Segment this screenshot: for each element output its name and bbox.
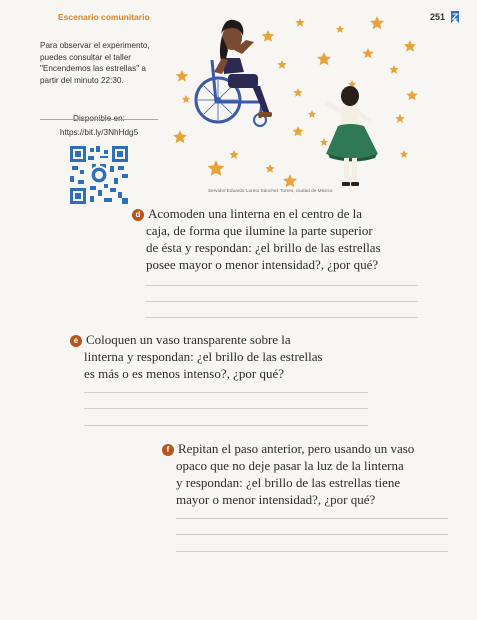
answer-line[interactable] bbox=[176, 534, 448, 535]
star-field bbox=[173, 16, 418, 187]
question-line: y respondan: ¿el brillo de las estrellas tiene bbox=[176, 475, 401, 490]
question-line: caja, de forma que ilumine la parte superior bbox=[146, 223, 373, 238]
answer-line[interactable] bbox=[146, 285, 418, 286]
question-e bbox=[70, 331, 360, 382]
question-marker: f bbox=[162, 444, 174, 456]
question-line: linterna y respondan: ¿el brillo de las estrellas bbox=[84, 349, 323, 364]
section-title: Escenario comunitario bbox=[58, 12, 150, 22]
answer-line[interactable] bbox=[84, 425, 368, 426]
dancing-girl-figure bbox=[324, 86, 378, 186]
question-line bbox=[70, 331, 360, 348]
question-line bbox=[132, 205, 422, 222]
question-f bbox=[162, 440, 462, 508]
answer-line[interactable] bbox=[84, 392, 368, 393]
answer-line[interactable] bbox=[176, 518, 448, 519]
note-line: partir del minuto 22:30. bbox=[40, 75, 124, 85]
illustration bbox=[172, 10, 427, 200]
page-number: 251 bbox=[430, 12, 446, 22]
question-line: de ésta y respondan: ¿el brillo de las estrellas bbox=[146, 240, 381, 255]
note-line: Para observar el experimento, bbox=[40, 41, 150, 50]
availability-block bbox=[40, 113, 158, 138]
question-text: Repitan el paso anterior, pero usando un vaso bbox=[178, 441, 415, 456]
workshop-link[interactable]: https://bit.ly/3NhHdg5 bbox=[59, 128, 139, 137]
question-marker: d bbox=[132, 209, 144, 221]
answer-line[interactable] bbox=[146, 317, 418, 318]
note-line: puedes consultar el taller bbox=[40, 52, 132, 62]
workshop-note bbox=[40, 40, 170, 86]
question-line: posee mayor o menor intensidad?, ¿por qué? bbox=[146, 257, 379, 272]
question-line: mayor o menor intensidad?, ¿por qué? bbox=[176, 492, 376, 507]
note-line: "Encendemos las estrellas" a bbox=[40, 64, 146, 73]
question-line bbox=[162, 440, 462, 457]
question-text: Coloquen un vaso transparente sobre la bbox=[86, 332, 291, 347]
question-line: es más o es menos intenso?, ¿por qué? bbox=[84, 366, 285, 381]
question-marker: e bbox=[70, 335, 82, 347]
question-d bbox=[132, 205, 422, 273]
answer-line[interactable] bbox=[84, 408, 368, 409]
qr-code-icon[interactable] bbox=[70, 146, 128, 204]
question-text: Acomoden una linterna en el centro de la bbox=[148, 206, 363, 221]
image-credit: Servidor Eduardo Loreto Sánchez Torres, ciudad de México bbox=[208, 188, 333, 193]
bookmark-icon bbox=[450, 11, 460, 23]
sidebar-divider bbox=[40, 119, 158, 120]
answer-line[interactable] bbox=[176, 551, 448, 552]
wheelchair-girl-figure bbox=[196, 20, 272, 126]
question-line: opaco que no deje pasar la luz de la linterna bbox=[176, 458, 404, 473]
answer-line[interactable] bbox=[146, 301, 418, 302]
